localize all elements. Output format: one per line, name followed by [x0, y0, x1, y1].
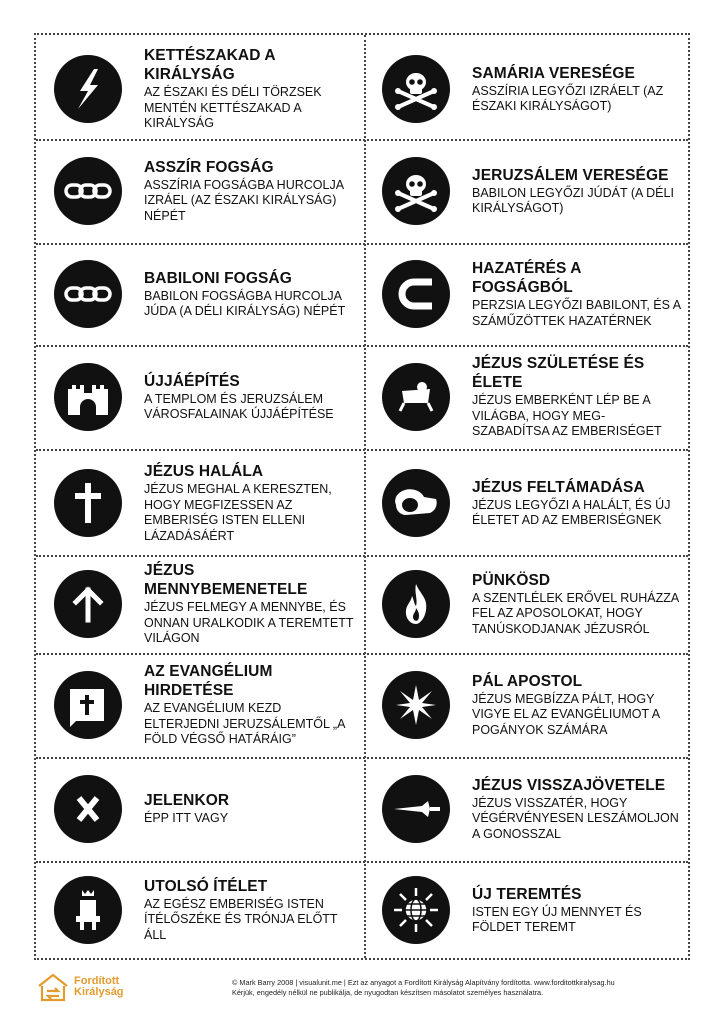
card-title: KETTÉSZAKAD A KIRÁLYSÁG — [144, 47, 276, 84]
skull-crossbones-icon — [382, 157, 450, 225]
logo-line-2: Királyság — [74, 986, 124, 998]
card-description: ÉPP ITT VAGY — [144, 811, 229, 826]
row-divider — [36, 449, 688, 451]
card-babylonian-captivity — [54, 245, 354, 343]
card-new-creation — [382, 863, 682, 957]
skull-crossbones-icon — [382, 55, 450, 123]
card-description: JÉZUS MEGHAL A KERESZTEN, HOGY MEGFIZESSEN AZ EMBERISÉG ISTEN ELLENI LÁZADÁSÁÉRT — [144, 482, 332, 543]
card-title: ASSZÍR FOGSÁG — [144, 158, 274, 176]
card-title: JÉZUS SZÜLETÉSE ÉS ÉLETE — [472, 355, 645, 392]
card-jesus-resurrection — [382, 451, 682, 555]
card-description: BABILON FOGSÁGBA HURCOLJA JÚDA (A DÉLI KIRÁLYSÁG) NÉPÉT — [144, 288, 346, 318]
globe-icon — [382, 876, 450, 944]
bible-icon — [54, 671, 122, 739]
up-arrow-icon — [54, 570, 122, 638]
card-jerusalem-defeat — [382, 141, 682, 241]
city-wall-icon — [54, 363, 122, 431]
u-turn-icon — [382, 260, 450, 328]
card-split-kingdom — [54, 41, 354, 137]
card-title: AZ EVANGÉLIUM HIRDETÉSE — [144, 663, 273, 700]
card-description: A SZENTLÉLEK ERŐVEL RUHÁZZA FEL AZ APOSOLOKAT, HOGY TANÚSKODJANAK JÉZUSRÓL — [472, 590, 679, 636]
card-title: JÉZUS HALÁLA — [144, 463, 264, 480]
card-description: AZ EGÉSZ EMBERISÉG ISTEN ÍTÉLŐSZÉKE ÉS TRÓNJA ELŐTT ÁLL — [144, 896, 338, 942]
star-burst-icon — [382, 671, 450, 739]
card-description: JÉZUS LEGYŐZI A HALÁLT, ÉS ÚJ ÉLETET AD AZ EMBERISÉGNEK — [472, 497, 671, 527]
card-samaria-defeat — [382, 41, 682, 137]
card-title: JERUZSÁLEM VERESÉGE — [472, 166, 669, 184]
row-divider — [36, 139, 688, 141]
flame-icon — [382, 570, 450, 638]
house-arrows-icon — [36, 972, 70, 1002]
card-jesus-birth — [382, 347, 682, 447]
card-title: ÚJ TEREMTÉS — [472, 885, 582, 903]
card-description: JÉZUS VISSZATÉR, HOGY VÉGÉRVÉNYESEN LESZÁMOLJON A GONOSSZAL — [472, 795, 679, 841]
x-mark-icon — [54, 775, 122, 843]
credits — [232, 978, 615, 998]
card-present-age — [54, 759, 354, 859]
card-apostle-paul — [382, 655, 682, 755]
card-description: ISTEN EGY ÚJ MENNYET ÉS FÖLDET TEREMT — [472, 904, 642, 934]
chain-icon — [54, 260, 122, 328]
empty-tomb-icon — [382, 469, 450, 537]
row-divider — [36, 861, 688, 863]
card-last-judgement — [54, 863, 354, 957]
card-return-from-exile — [382, 245, 682, 343]
card-gospel-preaching — [54, 655, 354, 755]
card-title: JELENKOR — [144, 792, 230, 810]
row-divider — [36, 757, 688, 759]
manger-icon — [382, 363, 450, 431]
card-title: SAMÁRIA VERESÉGE — [472, 64, 635, 82]
card-title: PÁL APOSTOL — [472, 672, 583, 690]
row-divider — [36, 555, 688, 557]
chain-icon — [54, 157, 122, 225]
card-title: UTOLSÓ ÍTÉLET — [144, 877, 268, 895]
row-divider — [36, 345, 688, 347]
card-jesus-death — [54, 451, 354, 555]
lightning-icon — [54, 55, 122, 123]
card-title: BABILONI FOGSÁG — [144, 269, 292, 287]
card-description: JÉZUS MEGBÍZZA PÁLT, HOGY VIGYE EL AZ EVANGÉLIUMOT A POGÁNYOK SZÁMÁRA — [472, 691, 660, 737]
row-divider — [36, 243, 688, 245]
card-title: HAZATÉRÉS A FOGSÁGBÓL — [472, 260, 582, 296]
row-divider — [36, 653, 688, 655]
card-title: PÜNKÖSD — [472, 571, 551, 589]
column-divider — [364, 35, 366, 958]
card-description: ASSZÍRIA LEGYŐZI IZRÁELT (AZ ÉSZAKI KIRÁLYSÁGOT) — [472, 83, 664, 113]
card-second-coming — [382, 759, 682, 859]
card-title: JÉZUS MENNYBEMENETELE — [144, 562, 308, 599]
card-pentecost — [382, 557, 682, 651]
card-title: JÉZUS VISSZAJÖVETELE — [472, 776, 666, 794]
cross-icon — [54, 469, 122, 537]
card-description: BABILON LEGYŐZI JÚDÁT (A DÉLI KIRÁLYSÁGOT) — [472, 185, 674, 215]
card-description: AZ ÉSZAKI ÉS DÉLI TÖRZSEK MENTÉN KETTÉSZAKAD A KIRÁLYSÁG — [144, 85, 322, 131]
card-title: ÚJJÁÉPÍTÉS — [144, 372, 240, 390]
card-rebuilding — [54, 347, 354, 447]
card-title: JÉZUS FELTÁMADÁSA — [472, 478, 645, 496]
footer — [36, 972, 692, 1012]
credit-line-2: Kérjük, engedély nélkül ne publikálja, de nyugodtan készítsen másolatot személyes használatra. — [232, 988, 544, 997]
credit-line-1: © Mark Barry 2008 | visualunit.me | Ezt az anyagot a Fordított Királyság Alapítvány fordította. www.forditottkiralysag.hu — [232, 978, 615, 987]
throne-icon — [54, 876, 122, 944]
card-description: AZ EVANGÉLIUM KEZD ELTERJEDNI JERUZSÁLEMTŐL „A FÖLD VÉGSŐ HATÁRÁIG” — [144, 701, 345, 747]
logo-line-1: Fordított — [74, 975, 120, 987]
card-description: A TEMPLOM ÉS JERUZSÁLEM VÁROSFALAINAK ÚJJÁÉPÍTÉSE — [144, 391, 334, 421]
publisher-logo — [36, 972, 124, 1002]
card-description: PERZSIA LEGYŐZI BABILONT, ÉS A SZÁMŰZÖTTEK HAZATÉRNEK — [472, 298, 681, 328]
card-assyrian-captivity — [54, 141, 354, 241]
card-sheet — [34, 33, 690, 960]
card-description: JÉZUS EMBERKÉNT LÉP BE A VILÁGBA, HOGY MEG-SZABADÍTSA AZ EMBERISÉGET — [472, 393, 662, 439]
sword-icon — [382, 775, 450, 843]
card-ascension — [54, 557, 354, 651]
card-description: ASSZÍRIA FOGSÁGBA HURCOLJA IZRÁEL (AZ ÉSZAKI KIRÁLYSÁG) NÉPÉT — [144, 177, 344, 223]
card-description: JÉZUS FELMEGY A MENNYBE, ÉS ONNAN URALKODIK A TEREMTETT VILÁGON — [144, 600, 354, 646]
